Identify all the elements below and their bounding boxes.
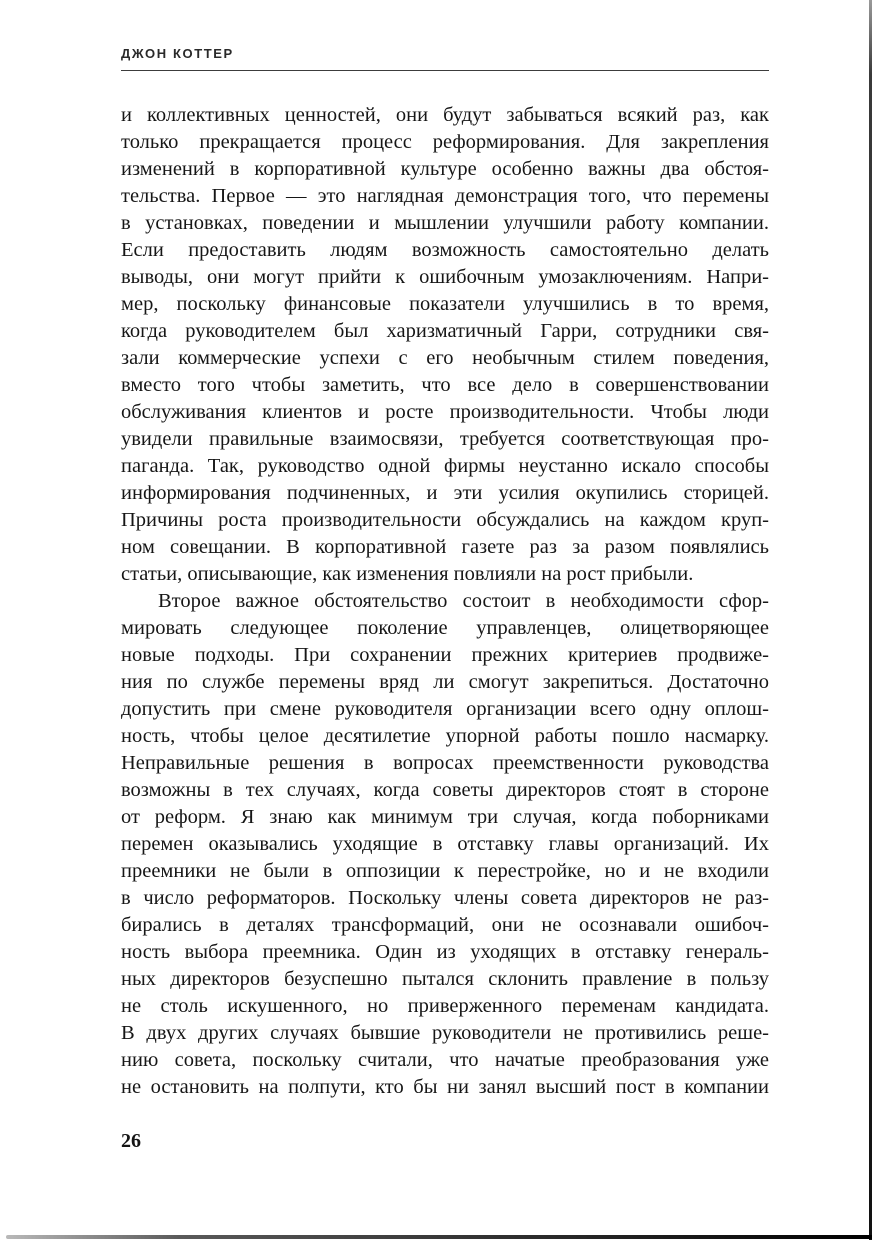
paragraph <box>121 588 769 1101</box>
text-line: ния по службе перемены вряд ли смогут закрепиться. Достаточно <box>121 671 769 693</box>
text-line: только прекращается процесс реформирования. Для закрепления <box>121 131 769 153</box>
text-line: вместо того чтобы заметить, что все дело в совершенствовании <box>121 374 769 396</box>
text-line: выводы, они могут прийти к ошибочным умозаключениям. Напри- <box>121 266 769 288</box>
text-line: ность, чтобы целое десятилетие упорной работы пошло насмарку. <box>121 725 769 747</box>
text-line: преемники не были в оппозиции к перестройке, но и не входили <box>121 860 769 882</box>
body-text <box>121 102 769 1101</box>
header-rule <box>121 70 769 71</box>
text-line: новые подходы. При сохранении прежних критериев продвиже- <box>121 644 769 666</box>
text-line: статьи, описывающие, как изменения повлияли на рост прибыли. <box>121 563 694 585</box>
text-line: ных директоров безуспешно пытался склонить правление в пользу <box>121 968 769 990</box>
scan-edge-right <box>869 0 872 1240</box>
text-line: изменений в корпоративной культуре особенно важны два обстоя- <box>121 158 769 180</box>
text-line: Если предоставить людям возможность самостоятельно делать <box>121 239 769 261</box>
running-header-author: ДЖОН КОТТЕР <box>121 46 234 61</box>
text-line: информирования подчиненных, и эти усилия окупились сторицей. <box>121 482 769 504</box>
scan-edge-bottom <box>6 1235 872 1239</box>
text-line: ность выбора преемника. Один из уходящих в отставку генераль- <box>121 941 769 963</box>
text-line: возможны в тех случаях, когда советы директоров стоят в стороне <box>121 779 769 801</box>
text-line: паганда. Так, руководство одной фирмы неустанно искало способы <box>121 455 769 477</box>
text-line: Неправильные решения в вопросах преемственности руководства <box>121 752 769 774</box>
text-line: допустить при смене руководителя организации всего одну оплош- <box>121 698 769 720</box>
text-line: в число реформаторов. Поскольку члены совета директоров не раз- <box>121 887 769 909</box>
text-line: Второе важное обстоятельство состоит в необходимости сфор- <box>158 590 769 612</box>
text-line: зали коммерческие успехи с его необычным стилем поведения, <box>121 347 769 369</box>
text-line: ном совещании. В корпоративной газете раз за разом появлялись <box>121 536 769 558</box>
page-content <box>121 0 769 1101</box>
page-number: 26 <box>121 1130 141 1152</box>
text-line: мировать следующее поколение управленцев, олицетворяющее <box>121 617 769 639</box>
paragraph <box>121 102 769 588</box>
text-line: обслуживания клиентов и росте производительности. Чтобы люди <box>121 401 769 423</box>
text-line: перемен оказывались уходящие в отставку главы организаций. Их <box>121 833 769 855</box>
text-line: когда руководителем был харизматичный Гарри, сотрудники свя- <box>121 320 769 342</box>
text-line: бирались в деталях трансформаций, они не осознавали ошибоч- <box>121 914 769 936</box>
text-line: В двух других случаях бывшие руководители не противились реше- <box>121 1022 769 1044</box>
text-line: в установках, поведении и мышлении улучшили работу компании. <box>121 212 769 234</box>
text-line: от реформ. Я знаю как минимум три случая, когда поборниками <box>121 806 769 828</box>
text-line: Причины роста производительности обсуждались на каждом круп- <box>121 509 769 531</box>
text-line: увидели правильные взаимосвязи, требуется соответствующая про- <box>121 428 769 450</box>
text-line: нию совета, поскольку считали, что начатые преобразования уже <box>121 1049 769 1071</box>
text-line: мер, поскольку финансовые показатели улучшились в то время, <box>121 293 769 315</box>
text-line: не столь искушенного, но приверженного переменам кандидата. <box>121 995 769 1017</box>
text-line: и коллективных ценностей, они будут забываться всякий раз, как <box>121 104 769 126</box>
text-line: тельства. Первое — это наглядная демонстрация того, что перемены <box>121 185 769 207</box>
text-line: не остановить на полпути, кто бы ни занял высший пост в компании <box>121 1076 769 1098</box>
